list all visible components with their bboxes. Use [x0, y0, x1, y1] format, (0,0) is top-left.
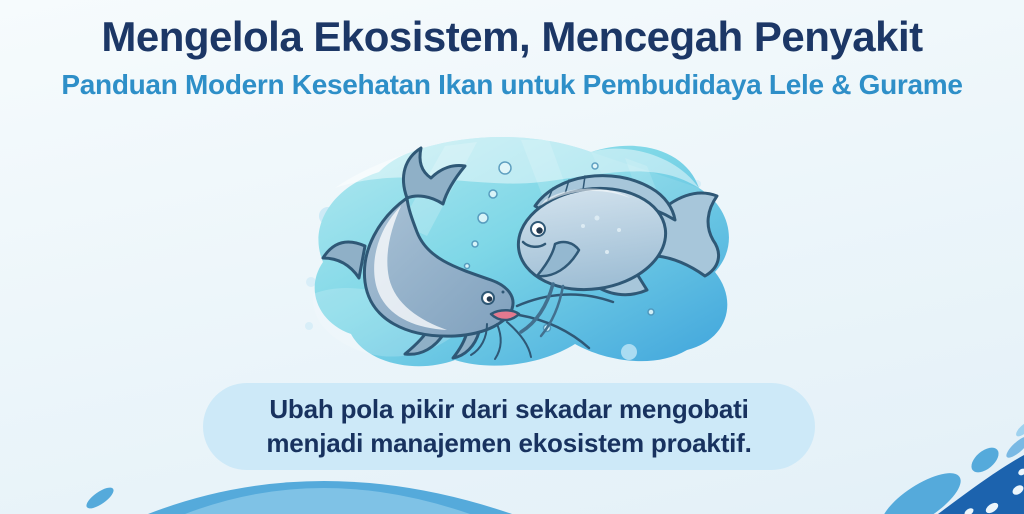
callout-box — [203, 383, 815, 470]
page-title: Mengelola Ekosistem, Mencegah Penyakit — [101, 13, 923, 60]
fish-illustration-svg — [295, 126, 741, 378]
page-subtitle: Panduan Modern Kesehatan Ikan untuk Pembudidaya Lele & Gurame — [61, 69, 963, 100]
fish-ecosystem-illustration — [295, 126, 741, 378]
header — [0, 0, 1024, 101]
callout-text-line1: Ubah pola pikir dari sekadar mengobati — [269, 393, 749, 424]
callout-text-line2: menjadi manajemen ekosistem proaktif. — [266, 427, 752, 458]
water-splash-right-decoration — [814, 384, 1024, 514]
water-wave-left-decoration — [0, 470, 520, 514]
